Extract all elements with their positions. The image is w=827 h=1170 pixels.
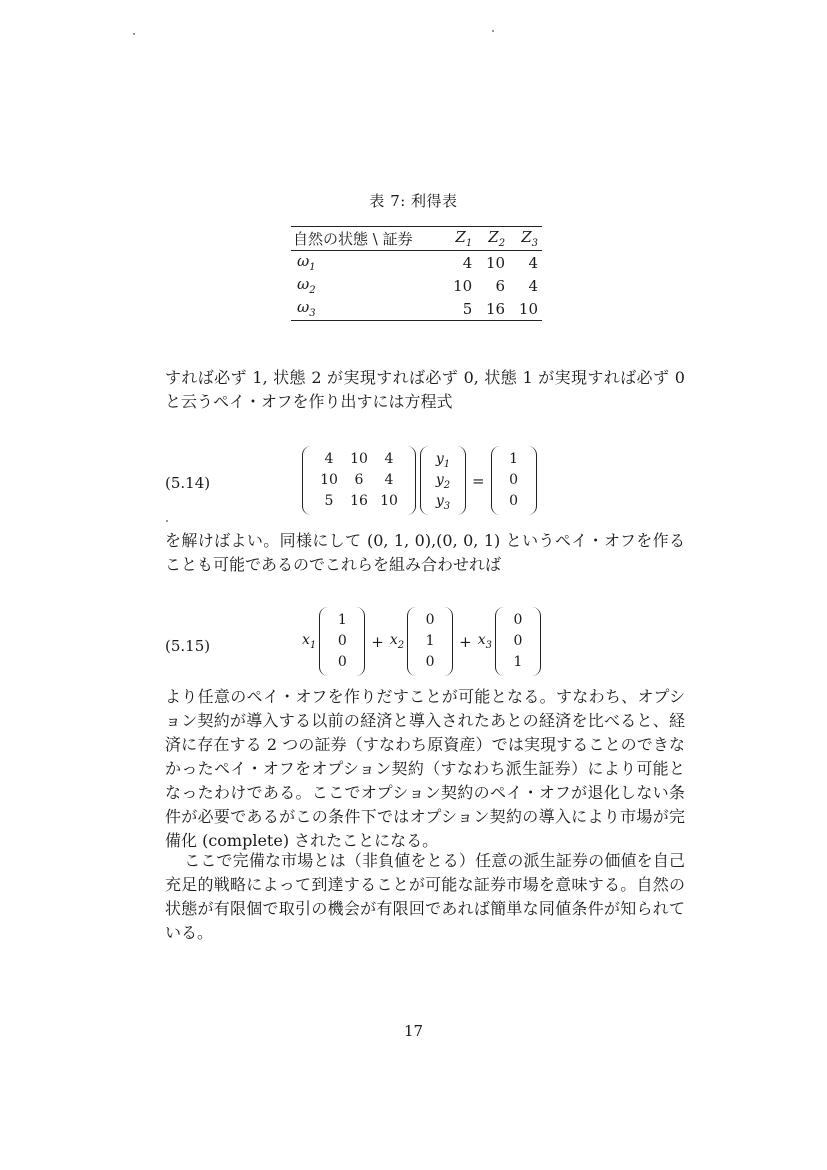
matrix-cell: 10 (350, 451, 368, 467)
rhs-vector (491, 446, 537, 515)
vector-cell: 0 (513, 633, 523, 649)
matrix-cell: 6 (354, 472, 364, 488)
matrix-cell: 16 (350, 493, 368, 509)
table-cell: 4 (462, 253, 473, 272)
table-cell: 10 (453, 276, 473, 295)
equation-5-14 (302, 446, 537, 515)
table-cell: 4 (528, 276, 538, 295)
basis-vector (319, 607, 365, 676)
table-cell: 10 (486, 253, 506, 272)
right-paren (456, 446, 466, 515)
table-cell: 16 (486, 299, 506, 318)
scan-speck (166, 520, 168, 522)
table-cell: 4 (528, 253, 538, 272)
right-paren (531, 607, 541, 676)
right-paren (443, 607, 453, 676)
vector-cell: 0 (509, 493, 519, 509)
vector-cell: 1 (425, 633, 435, 649)
payoff-table (291, 226, 542, 321)
table-cell: 5 (462, 299, 473, 318)
vector-cell: 0 (337, 633, 347, 649)
right-paren (527, 446, 537, 515)
vector-cell: 0 (509, 472, 519, 488)
matrix-cell: 4 (384, 451, 394, 467)
row-label: $\omega_3$ (297, 298, 316, 319)
body-paragraph: すれば必ず 1, 状態 2 が実現すれば必ず 0, 状態 1 が実現すれば必ず 0 と云うペイ・オフを作り出すには方程式 (165, 368, 685, 411)
scan-speck (133, 33, 135, 35)
vector-cell: $y_2$ (435, 472, 451, 491)
column-header: $Z_1$ (455, 228, 473, 249)
row-label: $\omega_2$ (297, 275, 316, 296)
left-paren (319, 607, 329, 676)
table-header-row (291, 227, 542, 251)
matrix-cell: 4 (324, 451, 334, 467)
column-header: $Z_3$ (521, 228, 538, 249)
matrix-cell: 5 (324, 493, 334, 509)
table-row (291, 251, 542, 275)
vector-cell: $y_3$ (435, 493, 451, 512)
equation-5-15 (302, 607, 541, 676)
left-paren (491, 446, 501, 515)
body-paragraph: より任意のペイ・オフを作りだすことが可能となる。すなわち、オプション契約が導入する以前の経済と導入されたあとの経済を比べると、経済に存在する 2 つの証券（すなわち原資産）では実現することのできなかったペイ・オフをオプション契約（すなわち派生証券）により可能となったわけである。ここでオプション契約のペイ・オフが退化しない条件が必要であるがこの条件下ではオプション契約の導入により市場が完備化 (complete) されたことになる。 (165, 687, 685, 850)
body-paragraph: ここで完備な市場とは（非負値をとる）任意の派生証券の価値を自己充足的戦略によって到達することが可能な証券市場を意味する。自然の状態が有限個で取引の機会が有限回であれば簡単な同値条件が知られている。 (165, 851, 685, 942)
table-row (291, 274, 542, 297)
table-caption: 表 7: 利得表 (369, 192, 458, 210)
table-cell: 6 (495, 276, 506, 295)
row-label: $\omega_1$ (297, 252, 316, 273)
vector-cell: 1 (513, 654, 523, 670)
unknown-vector (420, 446, 466, 515)
matrix-cell: 4 (384, 472, 394, 488)
equation-number: (5.14) (165, 474, 211, 492)
right-paren (355, 607, 365, 676)
basis-vector (495, 607, 541, 676)
vector-cell: 0 (513, 612, 523, 628)
coefficient: $x_3$ (477, 632, 492, 651)
plus-sign: + (371, 632, 384, 651)
scan-speck (492, 30, 494, 32)
left-paren (302, 446, 312, 515)
left-paren (407, 607, 417, 676)
table-row (291, 297, 542, 321)
basis-vector (407, 607, 453, 676)
right-paren (406, 446, 416, 515)
table-cell: 10 (518, 299, 538, 318)
matrix-cell: 10 (380, 493, 398, 509)
vector-cell: 1 (337, 612, 347, 628)
corner-header: 自然の状態 \ 証券 (293, 230, 413, 248)
plus-sign: + (459, 632, 472, 651)
equation-number: (5.15) (165, 637, 211, 655)
coefficient: $x_1$ (302, 632, 317, 651)
coefficient: $x_2$ (389, 632, 405, 651)
left-paren (420, 446, 430, 515)
vector-cell: 0 (337, 654, 347, 670)
coefficient-matrix (302, 446, 416, 515)
left-paren (495, 607, 505, 676)
vector-cell: 1 (509, 451, 519, 467)
equals-sign: = (472, 471, 485, 490)
vector-cell: 0 (425, 612, 435, 628)
page-number: 17 (403, 1022, 424, 1040)
body-paragraph: を解けばよい。同様にして (0, 1, 0),(0, 0, 1) というペイ・オフを作ることも可能であるのでこれらを組み合わせれば (165, 531, 685, 574)
column-header: $Z_2$ (488, 228, 506, 249)
vector-cell: 0 (425, 654, 435, 670)
vector-cell: $y_1$ (435, 451, 451, 470)
matrix-cell: 10 (320, 472, 338, 488)
